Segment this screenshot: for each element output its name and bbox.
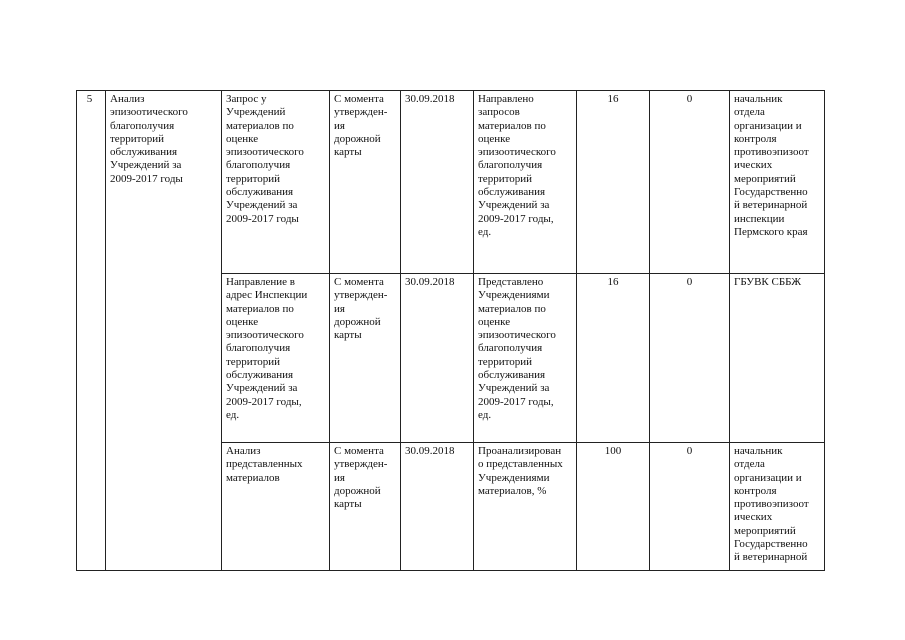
fact-value-cell: 0 bbox=[650, 443, 730, 571]
document-table bbox=[76, 90, 825, 571]
indicator-cell: Направлено запросов материалов по оценке эпизоотического благополучия территорий обслуживания Учреждений за 2009-2017 годы, ед. bbox=[474, 91, 577, 274]
section-name-cell: Анализ эпизоотического благополучия территорий обслуживания Учреждений за 2009-2017 годы bbox=[106, 91, 222, 571]
section-number-cell: 5 bbox=[77, 91, 106, 571]
task-cell: Направление в адрес Инспекции материалов по оценке эпизоотического благополучия территорий обслуживания Учреждений за 2009-2017 годы, ед. bbox=[222, 274, 330, 443]
responsible-cell: ГБУВК СББЖ bbox=[730, 274, 825, 443]
start-cell: С момента утвержден- ия дорожной карты bbox=[330, 91, 401, 274]
task-cell: Анализ представленных материалов bbox=[222, 443, 330, 571]
deadline-cell: 30.09.2018 bbox=[401, 91, 474, 274]
plan-value-cell: 16 bbox=[577, 274, 650, 443]
responsible-cell: начальник отдела организации и контроля противоэпизоот ических мероприятий Государственно й ветеринарной инспекции Пермского края bbox=[730, 91, 825, 274]
responsible-cell: начальник отдела организации и контроля противоэпизоот ических мероприятий Государственно й ветеринарной bbox=[730, 443, 825, 571]
start-cell: С момента утвержден- ия дорожной карты bbox=[330, 443, 401, 571]
fact-value-cell: 0 bbox=[650, 274, 730, 443]
task-cell: Запрос у Учреждений материалов по оценке эпизоотического благополучия территорий обслуживания Учреждений за 2009-2017 годы bbox=[222, 91, 330, 274]
table-row bbox=[77, 91, 825, 274]
indicator-cell: Представлено Учреждениями материалов по оценке эпизоотического благополучия территорий обслуживания Учреждений за 2009-2017 годы, ед. bbox=[474, 274, 577, 443]
indicator-cell: Проанализирован о представленных Учреждениями материалов, % bbox=[474, 443, 577, 571]
fact-value-cell: 0 bbox=[650, 91, 730, 274]
deadline-cell: 30.09.2018 bbox=[401, 274, 474, 443]
deadline-cell: 30.09.2018 bbox=[401, 443, 474, 571]
plan-value-cell: 100 bbox=[577, 443, 650, 571]
plan-value-cell: 16 bbox=[577, 91, 650, 274]
start-cell: С момента утвержден- ия дорожной карты bbox=[330, 274, 401, 443]
